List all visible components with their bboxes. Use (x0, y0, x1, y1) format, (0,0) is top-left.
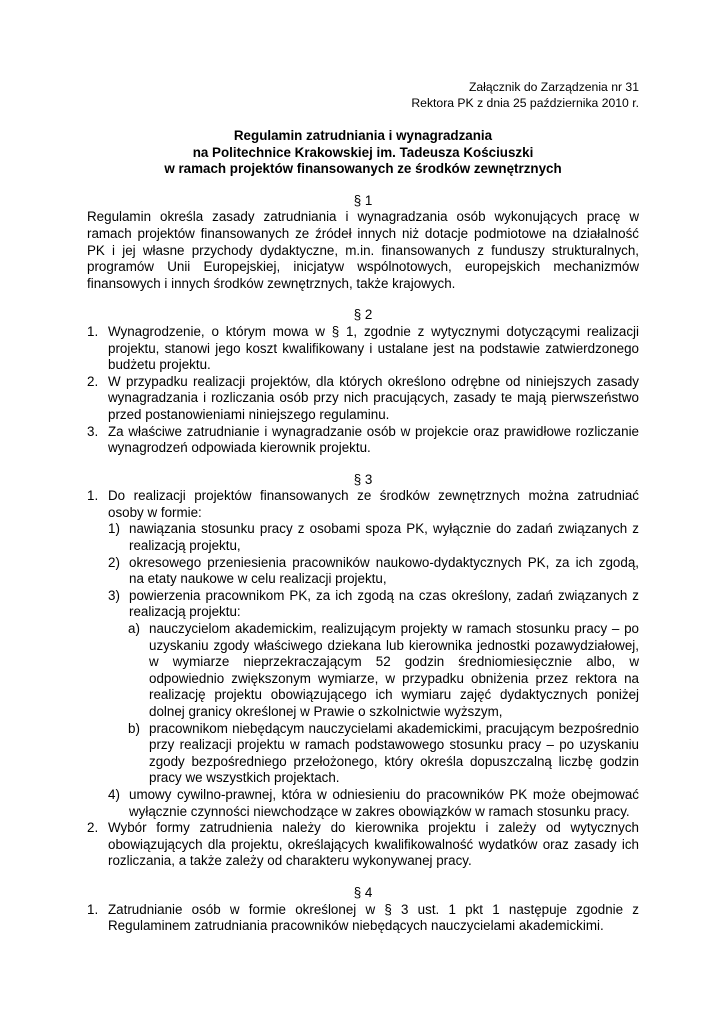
item-number: 2. (87, 820, 99, 836)
document-page (87, 80, 639, 935)
section-2-item (87, 424, 639, 457)
attachment-header (87, 80, 639, 111)
subitem-letter: a) (128, 621, 140, 637)
title-line-1: Regulamin zatrudniania i wynagradzania (233, 128, 493, 143)
subitem-text: pracownikom niebędącym nauczycielami akademickimi, pracującym bezpośrednio przy realizacji projektu w ramach podstawowego stosunku pracy – po uzyskaniu zgody bezpośredniego przełożonego, który określa dopuszczalną liczbę godzin pracy we wszystkich projektach. (149, 720, 639, 786)
item-text: Zatrudnianie osób w formie określonej w § 3 ust. 1 pkt 1 następuje zgodnie z Regulaminem zatrudniania pracowników niebędących nauczycielami akademickimi. (108, 901, 639, 934)
subitem-text: umowy cywilno-prawnej, która w odniesieniu do pracowników PK może obejmować wyłącznie czynności niewchodzące w zakres obowiązków w ramach stosunku pracy. (129, 786, 639, 819)
section-2-item (87, 324, 639, 374)
section-3-subitem-b (128, 721, 639, 787)
section-3-subitem-3 (108, 588, 639, 621)
item-text: Wybór formy zatrudnienia należy do kierownika projektu i zależy od wytycznych obowiązujących dla projektu, określających kwalifikowalność wydatków oraz zasady ich rozliczania, a także zależy od charakteru wykonywanej pracy. (108, 820, 639, 869)
item-number: 1. (87, 323, 99, 339)
item-number: 1. (87, 488, 99, 504)
title-line-3: w ramach projektów finansowanych ze środków zewnętrznych (164, 161, 562, 177)
subitem-text: nauczycielom akademickim, realizującym projekty w ramach stosunku pracy – po uzyskaniu zgody właściwego dziekana lub kierownika jednostki pozawydziałowej, w wymiarze nieprzekraczającym 52 godzin średniomiesięcznie albo, w odpowiednio zwiększonym wymiarze, w przypadku obniżenia przez rektora na realizację projektu obowiązującego ich wymiaru zajęć dydaktycznych poniżej dolnej granicy określonej w Prawie o szkolnictwie wyższym, (149, 621, 639, 719)
item-text: W przypadku realizacji projektów, dla których określono odrębne od niniejszych zasady wynagradzania i rozliczania osób przy nich pracujących, zasady te mają pierwszeństwo przed postanowieniami niniejszego regulaminu. (108, 373, 639, 422)
section-2-item (87, 374, 639, 424)
item-number: 3. (87, 423, 99, 439)
subitem-text: powierzenia pracownikom PK, za ich zgodą na czas określony, zadań związanych z realizacją projektu: (129, 587, 639, 620)
section-3-subitem-4 (108, 787, 639, 820)
subitem-text: okresowego przeniesienia pracowników naukowo-dydaktycznych PK, za ich zgodą, na etaty naukowe w celu realizacji projektu, (129, 554, 639, 587)
section-3-subitem-a (128, 621, 639, 721)
section-4-item-1 (87, 902, 639, 935)
section-3-subitem-2 (108, 555, 639, 588)
item-text: Wynagrodzenie, o którym mowa w § 1, zgodnie z wytycznymi dotyczącymi realizacji projektu, stanowi jego koszt kwalifikowany i ustalane jest na podstawie zatwierdzonego budżetu projektu. (108, 323, 639, 373)
subitem-number: 4) (108, 786, 120, 802)
title-line-2: na Politechnice Krakowskiej im. Tadeusza Kościuszki (192, 144, 534, 160)
section-3-subitem-1 (108, 521, 639, 554)
document-title (87, 128, 639, 178)
subitem-number: 2) (108, 554, 120, 570)
section-4-heading: § 4 (353, 884, 373, 900)
subitem-letter: b) (128, 720, 140, 736)
subitem-number: 3) (108, 587, 120, 603)
section-3-item-1 (87, 488, 639, 521)
section-3-heading: § 3 (353, 471, 373, 487)
section-1-text: Regulamin określa zasady zatrudniania i wynagradzania osób wykonujących pracę w ramach projektów finansowanych ze źródeł innych niż dotacje podmiotowe na działalność PK i jej własne przychody dydaktyczne, m.in. finansowanych z funduszy strukturalnych, programów Unii Europejskiej, inicjatyw wspólnotowych, europejskich mechanizmów finansowych i innych środków zewnętrznych, także krajowych. (87, 209, 639, 291)
item-text: Za właściwe zatrudnianie i wynagradzanie osób w projekcie oraz prawidłowe rozliczanie wynagrodzeń odpowiada kierownik projektu. (108, 423, 639, 456)
item-number: 1. (87, 901, 99, 917)
section-3-item-2 (87, 820, 639, 870)
section-1-heading: § 1 (353, 192, 373, 208)
subitem-text: nawiązania stosunku pracy z osobami spoza PK, wyłącznie do zadań związanych z realizacją projektu, (129, 521, 639, 554)
item-number: 2. (87, 373, 99, 389)
header-line-1: Załącznik do Zarządzenia nr 31 (468, 80, 639, 94)
item-text: Do realizacji projektów finansowanych ze środków zewnętrznych można zatrudniać osoby w formie: (108, 488, 639, 520)
section-2-heading: § 2 (353, 307, 373, 323)
subitem-number: 1) (108, 521, 120, 537)
header-line-2: Rektora PK z dnia 25 października 2010 r. (411, 95, 639, 110)
